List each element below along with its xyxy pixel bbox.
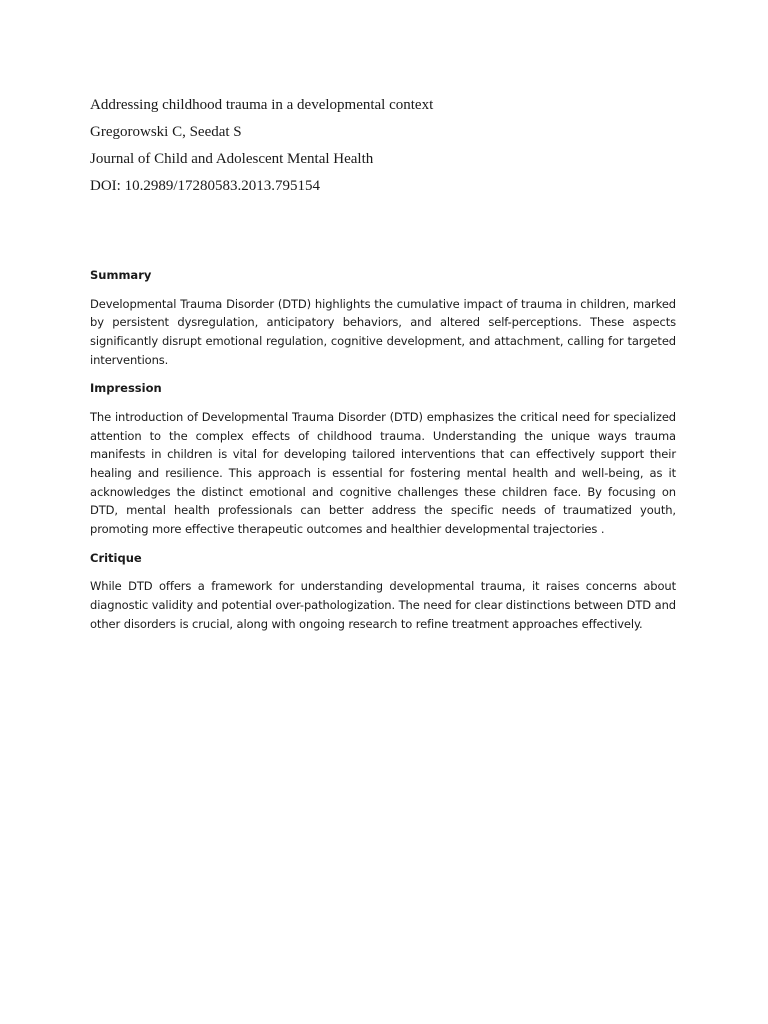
summary-heading: Summary [90,268,152,282]
impression-paragraph: The introduction of Developmental Trauma Disorder (DTD) emphasizes the critical need for specialized attention to the complex effects of childhood trauma. Understanding the unique ways trauma manifests in children is vital for developing tailored interventions that can effectively support their healing and resilience. This approach is essential for fostering mental health and well-being, as it acknowledges the distinct emotional and cognitive challenges these children face. By focusing on DTD, mental health professionals can better address the specific needs of traumatized youth, promoting more effective therapeutic outcomes and healthier developmental trajectories . [90,409,676,537]
article-authors: Gregorowski C, Seedat S [90,124,242,140]
critique-heading: Critique [90,550,142,565]
article-title: Addressing childhood trauma in a developmental context [90,97,434,113]
summary-paragraph: Developmental Trauma Disorder (DTD) highlights the cumulative impact of trauma in children, marked by persistent dysregulation, anticipatory behaviors, and altered self-perceptions. These aspects significantly disrupt emotional regulation, cognitive development, and attachment, calling for targeted interventions. [90,296,676,367]
document-page [90,92,676,643]
impression-heading: Impression [90,381,162,396]
journal-name: Journal of Child and Adolescent Mental Health [90,151,374,167]
summary-section [90,266,676,369]
review-body [90,266,676,633]
critique-paragraph: While DTD offers a framework for understanding developmental trauma, it raises concerns about diagnostic validity and potential over-pathologization. The need for clear distinctions between DTD and other disorders is crucial, along with ongoing research to refine treatment approaches effectively. [90,579,676,631]
citation-header [90,92,676,200]
article-doi: DOI: 10.2989/17280583.2013.795154 [90,178,320,194]
impression-section [90,379,676,538]
critique-section [90,549,676,634]
